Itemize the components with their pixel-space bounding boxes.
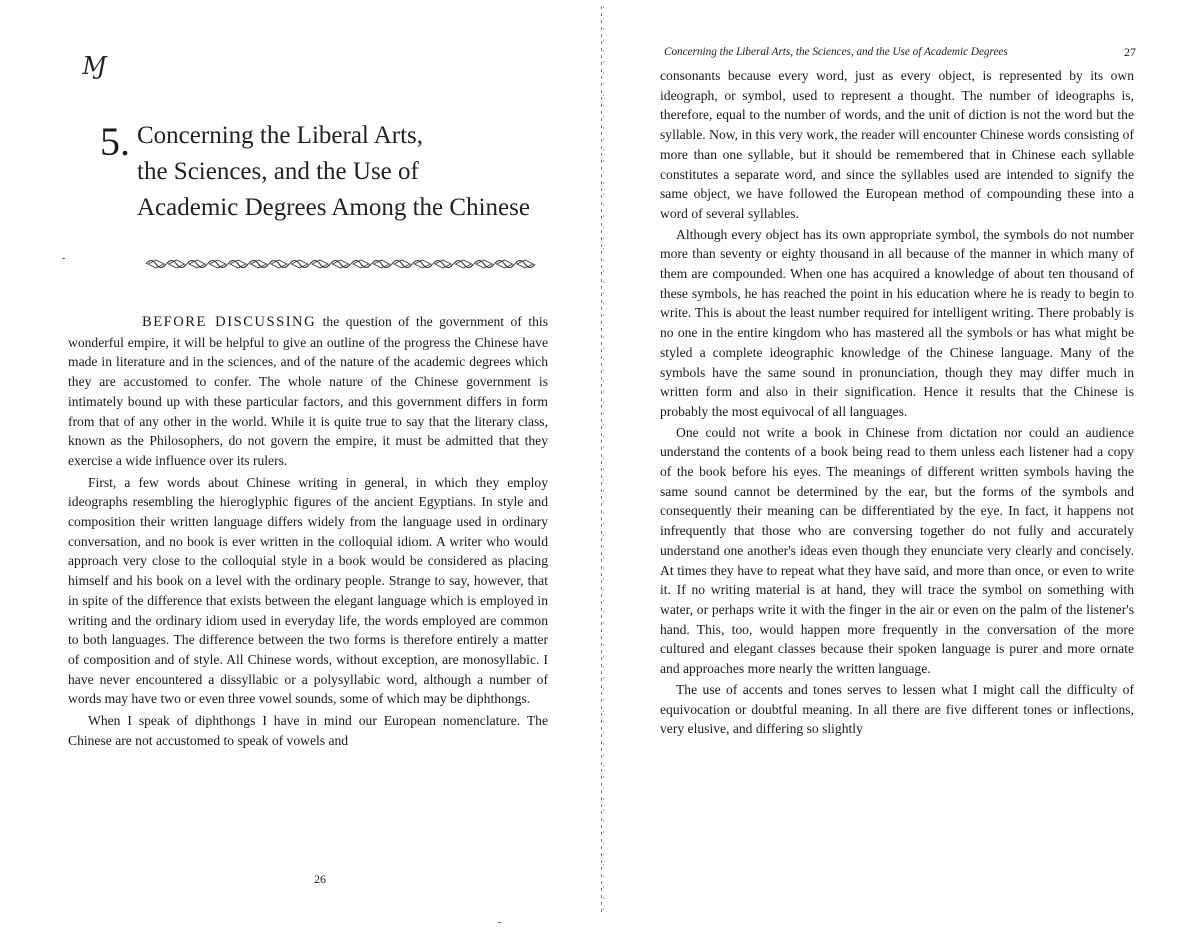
ornament-link xyxy=(249,261,269,268)
paragraph: Although every object has its own appropriate symbol, the symbols do not number more than seventy or eighty thousand in all because of the manner in which many of them are compounded. When one has acquired a knowledge of about ten thousand of these symbols, he has reached the point in his education where he is ready to begin to write. This is about the least number required for intelligent writing. There probably is no one in the entire kingdom who has mastered all the symbols or has what might be styled a complete ideographic knowledge of the Chinese language. Many of the symbols have the same sound in pronunciation, though they may differ much in written form and also in their signification. Hence it results that the Chinese is probably the most equivocal of all languages. xyxy=(660,226,1134,419)
ornament-link xyxy=(310,261,330,268)
book-gutter xyxy=(597,6,605,916)
paragraph xyxy=(68,312,548,471)
chapter-heading xyxy=(100,118,570,226)
paragraph: First, a few words about Chinese writing in general, in which they employ ideographs resembling the hieroglyphic figures of the ancient Egyptians. In style and composition their written language differs widely from the language used in ordinary conversation, and no book is ever written in the colloquial idiom. A writer who would approach very close to the colloquial style in a book would be considered as placing himself and his book on a level with the ordinary people. Strange to say, however, that in spite of the difference that exists between the elegant language which is employed in writing and the ordinary idiom used in everyday life, the words employed are common to both languages. The difference between the two forms is therefore entirely a matter of composition and of style. All Chinese words, without exception, are monosyllabic. I have never encountered a dissyllabic or a polysyllabic word, although a number of words may have two or even three vowel sounds, some of which may be diphthongs. xyxy=(68,474,548,707)
ornament-link xyxy=(167,261,187,268)
left-body-text xyxy=(68,312,548,752)
ornament-link xyxy=(290,261,310,268)
ornament-link xyxy=(372,261,392,268)
right-body-text xyxy=(660,66,1134,740)
ornament-link xyxy=(413,261,433,268)
ornament-link xyxy=(146,261,166,268)
scan-speck xyxy=(498,922,501,923)
chapter-title xyxy=(100,118,570,226)
ornament-link xyxy=(433,261,453,268)
chapter-title-line-2: the Sciences, and the Use of xyxy=(137,158,419,185)
ornament-link xyxy=(269,261,289,268)
paragraph: consonants because every word, just as every object, is represented by its own ideograph, or symbol, used to represent a thought. The number of ideographs is, therefore, equal to the number of words, and the unit of diction is not the word but the syllable. Now, in this very work, the reader will encounter Chinese words consisting of more than one syllable, but it should be remembered that in Chinese each syllable constitutes a separate word, and since the syllables used are intended to signify the same object, we have followed the European method of compounding these into a word of several syllables. xyxy=(660,68,1134,221)
opening-smallcaps: BEFORE DISCUSSING xyxy=(142,314,317,330)
ornament-link xyxy=(454,261,474,268)
chapter-number: 5. xyxy=(100,119,130,164)
ornament-link xyxy=(228,261,248,268)
ornament-link xyxy=(208,261,228,268)
paragraph: One could not write a book in Chinese from dictation nor could an audience understand the contents of a book being read to them unless each listener had a copy of the book before his eyes. The meanings of different written symbols having the same sound cannot be determined by the ear, but the forms of the symbols and consequently their meaning can be differentiated by the eye. In fact, it happens not infrequently that those who are conversing together do not fully and accurately understand one another's ideas even though they enunciate very clearly and concisely. At times they have to repeat what they have said, and more than once, or even to write it. If no writing material is at hand, they will trace the symbol on something with water, or perhaps write it with the finger in the air or even on the palm of the listener's hand. This, too, would happen more frequently in the conversation of the more cultured and elegant classes because their spoken language is purer and more ornate and approaches more nearly the written language. xyxy=(660,424,1134,677)
paragraph-text: the question of the government of this wonderful empire, it will be helpful to give an outline of the progress the Chinese have made in literature and in the sciences, and of the nature of the academic degrees which they are accustomed to confer. The whole nature of the Chinese government is intimately bound up with these particular factors, and this government differs in form from that of any other in the world. While it is quite true to say that the literary class, known as the Philosophers, do not govern the empire, it must be admitted that they exercise a wide influence over its rulers. xyxy=(68,314,548,468)
ornament-link xyxy=(331,261,351,268)
running-head-title: Concerning the Liberal Arts, the Sciences, and the Use of Academic Degrees xyxy=(664,46,1008,58)
chapter-title-line-1: Concerning the Liberal Arts, xyxy=(137,122,424,149)
scan-speck xyxy=(62,258,65,259)
decorative-chain-ornament xyxy=(140,255,544,273)
ornament-link xyxy=(187,261,207,268)
ornament-link xyxy=(515,261,535,268)
ornament-link xyxy=(351,261,371,268)
left-page xyxy=(0,0,596,928)
running-head xyxy=(664,44,1136,62)
paragraph: When I speak of diphthongs I have in mind our European nomenclature. The Chinese are not accustomed to speak of vowels and xyxy=(68,713,548,748)
corner-mark: Ɱ xyxy=(82,52,105,80)
paragraph: The use of accents and tones serves to lessen what I might call the difficulty of equivocation or doubtful meaning. In all there are five different tones or inflections, very elusive, and differing so slightly xyxy=(660,681,1134,737)
page-number-right: 27 xyxy=(1124,45,1136,59)
ornament-link xyxy=(474,261,494,268)
ornament-link xyxy=(495,261,515,268)
page-number-left: 26 xyxy=(314,872,326,886)
ornament-link xyxy=(392,261,412,268)
chapter-title-line-3: Academic Degrees Among the Chinese xyxy=(137,194,530,221)
